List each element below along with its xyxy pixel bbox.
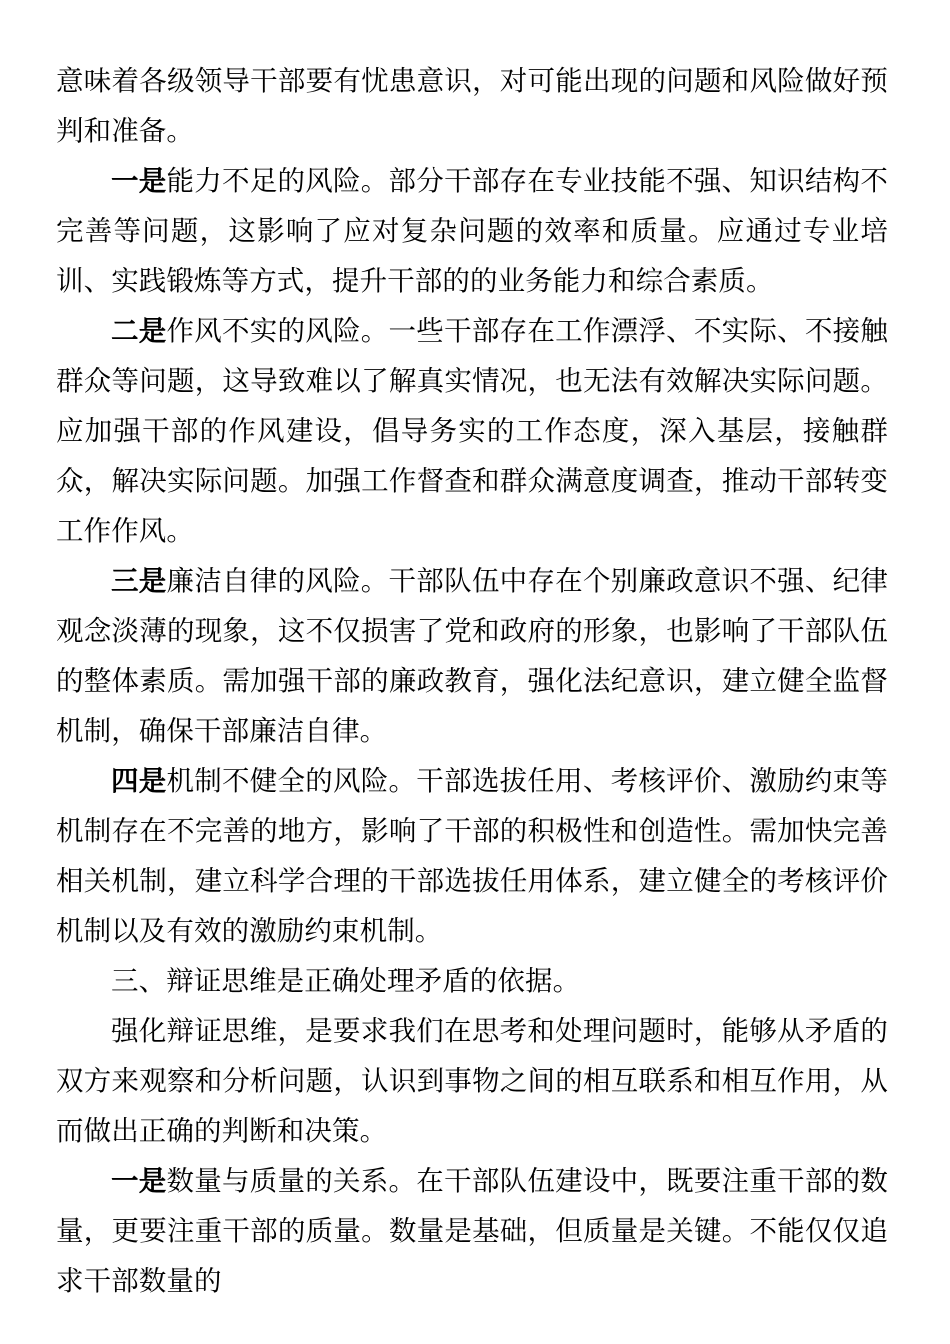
enumeration-marker-one-b: 一是 [111, 1165, 167, 1196]
paragraph-text: 廉洁自律的风险。干部队伍中存在个别廉政意识不强、纪律观念淡薄的现象，这不仅损害了党和政府的形象，也影响了干部队伍的整体素质。需加强干部的廉政教育，强化法纪意识，建立健全监督机制，确保干部廉洁自律。 [56, 565, 888, 746]
document-text-body [56, 56, 888, 1306]
paragraph-risk-one [56, 156, 888, 306]
paragraph-risk-two [56, 306, 888, 556]
paragraph-text: 强化辩证思维，是要求我们在思考和处理问题时，能够从矛盾的双方来观察和分析问题，认识到事物之间的相互联系和相互作用，从而做出正确的判断和决策。 [56, 1015, 888, 1146]
paragraph-text: 机制不健全的风险。干部选拔任用、考核评价、激励约束等机制存在不完善的地方，影响了干部的积极性和创造性。需加快完善相关机制，建立科学合理的干部选拔任用体系，建立健全的考核评价机制以及有效的激励约束机制。 [56, 765, 888, 946]
paragraph-continuation-intro [56, 56, 888, 156]
section-heading-text: 三、辩证思维是正确处理矛盾的依据。 [111, 965, 581, 996]
enumeration-marker-three: 三是 [111, 565, 167, 596]
paragraph-risk-four [56, 756, 888, 956]
enumeration-marker-two: 二是 [111, 315, 167, 346]
paragraph-text: 能力不足的风险。部分干部存在专业技能不强、知识结构不完善等问题，这影响了应对复杂问题的效率和质量。应通过专业培训、实践锻炼等方式，提升干部的的业务能力和综合素质。 [56, 165, 888, 296]
paragraph-dialectic-intro [56, 1006, 888, 1156]
paragraph-text: 数量与质量的关系。在干部队伍建设中，既要注重干部的数量，更要注重干部的质量。数量是基础，但质量是关键。不能仅仅追求干部数量的 [56, 1165, 888, 1296]
paragraph-quantity-quality [56, 1156, 888, 1306]
enumeration-marker-four: 四是 [111, 765, 167, 796]
paragraph-text: 作风不实的风险。一些干部存在工作漂浮、不实际、不接触群众等问题，这导致难以了解真实情况，也无法有效解决实际问题。应加强干部的作风建设，倡导务实的工作态度，深入基层，接触群众，解决实际问题。加强工作督查和群众满意度调查，推动干部转变工作作风。 [56, 315, 888, 546]
paragraph-text: 意味着各级领导干部要有忧患意识，对可能出现的问题和风险做好预判和准备。 [56, 65, 888, 146]
paragraph-risk-three [56, 556, 888, 756]
section-heading-three [56, 956, 888, 1006]
enumeration-marker-one: 一是 [111, 165, 167, 196]
